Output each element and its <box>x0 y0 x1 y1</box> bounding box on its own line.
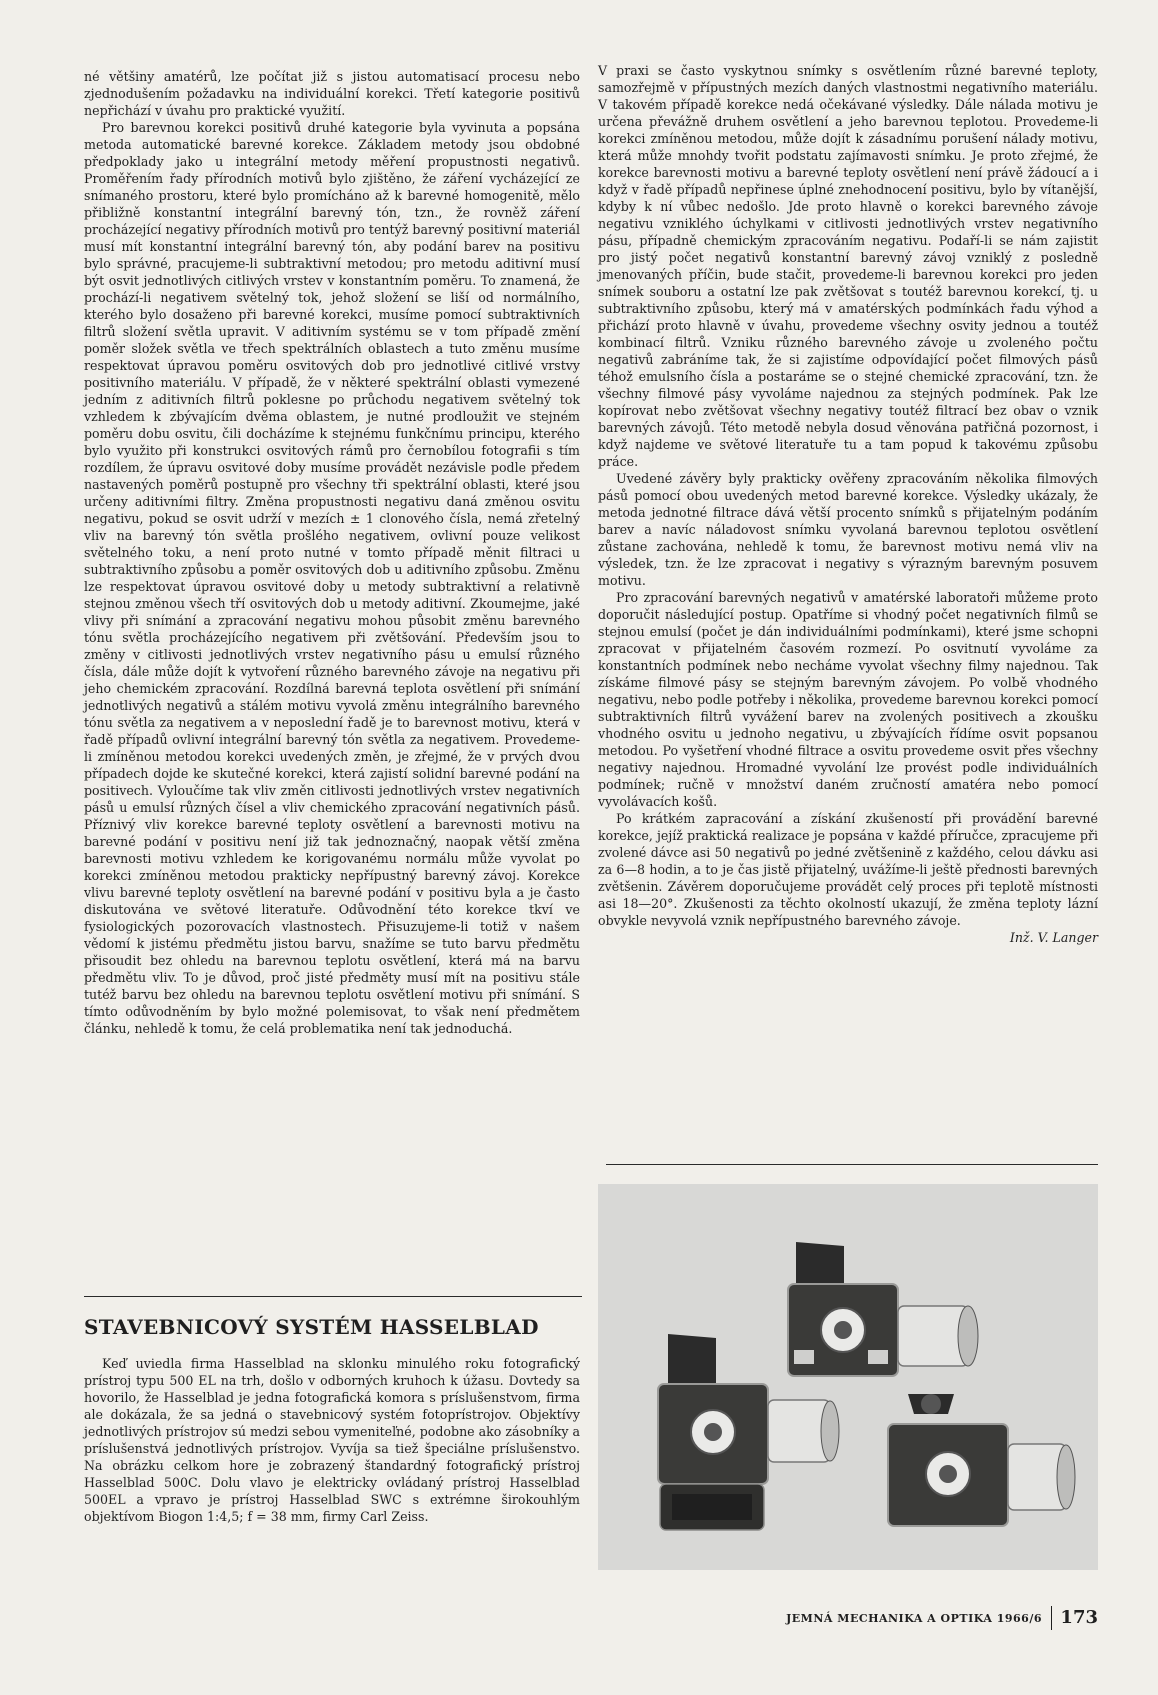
camera-photo-icon <box>598 1184 1098 1570</box>
footer-divider <box>1051 1606 1052 1630</box>
article-paragraph: Po krátkém zapracování a získání zkušeností při provádění barevné korekce, jejíž praktická realizace je popsána v každé příručce, zpracujeme při zvolené dávce asi 50 negativů po jedné zvětšenině z každého, celou dávku asi za 6—8 hodin, a to je čas jistě přijatelný, uvážíme-li ještě přednosti barevných zvětšenin. Závěrem doporučujeme provádět celý proces při teplotě místnosti asi 18—20°. Zkušenosti za těchto okolností ukazují, že změna teploty lázní obvykle nevyvolá vznik nepřípustného barevného závoje. <box>598 811 1098 928</box>
article-left-column <box>84 68 580 1037</box>
article-heading: STAVEBNICOVÝ SYSTÉM HASSELBLAD <box>84 1315 539 1339</box>
camera-photo <box>598 1184 1098 1570</box>
article-paragraph: Pro barevnou korekci positivů druhé kategorie byla vyvinuta a popsána metoda automatické barevné korekce. Základem metody jsou obdobné předpoklady jako u integrální metody měření propustnosti negativů. Proměřením řady přírodních motivů bylo zjištěno, že záření vycházející ze snímaného prostoru, které bylo promícháno až k barevné homogenitě, mělo přibližně konstantní integrální barevný tón, tzn., že rovněž záření procházející negativy přírodních motivů pro tentýž barevný positivní materiál musí mít konstantní integrální barevný tón, aby podání barev na positivu bylo správné, pracujeme-li subtraktivní metodou; pro metodu aditivní musí být osvit jednotlivých citlivých vrstev v konstantním poměru. To znamená, že prochází-li negativem světelný tok, jehož složení se liší od normálního, kterého bylo dosaženo při barevné korekci, musíme pomocí subtraktivních filtrů složení světla upravit. V aditivním systému se v tom případě změní poměr složek světla ve třech spektrálních oblastech a tuto změnu musíme respektovat úpravou poměru osvitových dob pro jednotlivé citlivé vrstvy positivního materiálu. V případě, že v některé spektrální oblasti vymezené jedním z aditivních filtrů poklesne po průchodu negativem světelný tok vzhledem k zbývajícím dvěma oblastem, je nutné prodloužit ve stejném poměru dobu osvitu, čili docházíme k stejnému funkčnímu principu, kterého bylo využito při konstrukci osvitových rámů pro černobílou fotografii s tím rozdílem, že úpravu osvitové doby musíme provádět nezávisle podle předem nastavených poměrů postupně pro všechny tři spektrální oblasti, které jsou určeny aditivními filtry. Změna propustnosti negativu daná změnou osvitu negativu, pokud se osvit udrží v mezích ± 1 clonového čísla, nemá zřetelný vliv na barevný tón světla prošlého negativem, ovlivní pouze velikost světelného toku, a není proto nutné v tomto případě měnit filtraci u subtraktivního způsobu a poměr osvitových dob u aditivního způsobu. Změnu lze respektovat úpravou osvitové doby u metody subtraktivní a relativně stejnou změnou všech tří osvitových dob u metody aditivní. Zkoumejme, jaké vlivy při snímání a zpracování negativu mohou působit změnu barevného tónu světla procházejícího negativem při zvětšování. Především jsou to změny v citlivosti jednotlivých vrstev negativního pásu u emulsí různého čísla, dále může dojít k vytvoření různého barevného závoje na negativu při jeho chemickém zpracování. Rozdílná barevná teplota osvětlení při snímání jednotlivých negativů a stálém motivu vyvolá změnu integrálního barevného tónu světla za negativem a v neposlední řadě je to barevnost motivu, která v řadě případů ovlivní integrální barevný tón světla za negativem. Provedeme-li zmíněnou metodou korekci uvedených změn, je zřejmé, že v prvých dvou případech dojde ke skutečné korekci, která zajistí solidní barevné podání na positivech. Vyloučíme tak vliv změn citlivosti jednotlivých vrstev negativních pásů u emulsí různých čísel a vliv chemického zpracování negativních pásů. Příznivý vliv korekce barevné teploty osvětlení a barevnosti motivu na barevné podání v positivu není již tak jednoznačný, naopak větší změna barevnosti motivu vzhledem ke korigovanému normálu může vyvolat po korekci zmíněnou metodou prakticky nepřípustný barevný závoj. Korekce vlivu barevné teploty osvětlení na barevné podání v positivu byla a je často diskutována ve světové literatuře. Odůvodnění této korekce tkví ve fysiologických pozorovacích vlastnostech. Přisuzujeme-li totiž v našem vědomí k jistému předmětu jistou barvu, snažíme se tuto barvu předmětu přisoudit bez ohledu na barevnou teplotu osvětlení, která má na barvu předmětu vliv. To je důvod, proč jisté předměty musí mít na positivu stále tutéž barvu bez ohledu na barevnou teplotu osvětlení motivu při snímání. S tímto odůvodněním by bylo možné polemisovat, to však není předmětem článku, nehledě k tomu, že celá problematika není tak jednoduchá. <box>84 120 580 1036</box>
article-paragraph: Pro zpracování barevných negativů v amatérské laboratoři můžeme proto doporučit následující postup. Opatříme si vhodný počet negativních filmů se stejnou emulsí (počet je dán individuálními podmínkami), které jsme schopni zpracovat v přijatelném časovém rozmezí. Po osvitnutí vyvoláme za konstantních podmínek nebo necháme vyvolat všechny filmy najednou. Tak získáme filmové pásy se stejným barevným závojem. Po volbě vhodného negativu, nebo podle potřeby i několika, provedeme barevnou korekci pomocí subtraktivních filtrů vyvážení barev na zvolených positivech a zkoušku vhodného osvitu u jednoho negativu, u zbývajících řídíme osvit popsanou metodou. Po vyšetření vhodné filtrace a osvitu provedeme osvit přes všechny negativy najednou. Hromadné vyvolání lze provést podle individuálních podmínek; ručně v množství daném zručností amatéra nebo pomocí vyvolávacích košů. <box>598 590 1098 809</box>
page-footer <box>770 1604 1098 1634</box>
article-paragraph: Uvedené závěry byly prakticky ověřeny zpracováním několika filmových pásů pomocí obou uvedených metod barevné korekce. Výsledky ukázaly, že metoda jednotné filtrace dává větší procento snímků s přijatelným podáním barev a navíc náladovost snímku vyvolaná barevnou teplotou osvětlení zůstane zachována, nehledě k tomu, že barevnost motivu nemá vliv na výsledek, tzn. že lze zpracovat i negativy s výrazným barevným posuvem motivu. <box>598 471 1098 588</box>
article-paragraph: né většiny amatérů, lze počítat již s jistou automatisací procesu nebo zjednodušením požadavku na individuální korekci. Třetí kategorie positivů nepřichází v úvahu pro praktické využití. <box>84 69 580 118</box>
article-right-column <box>598 62 1098 946</box>
author-signature: Inž. V. Langer <box>1009 930 1098 945</box>
article-paragraph: Keď uviedla firma Hasselblad na sklonku minulého roku fotografický prístroj typu 500 EL na trh, došlo v odborných kruhoch k úžasu. Dovtedy sa hovorilo, že Hasselblad je jedna fotografická komora s príslušenstvom, firma ale dokázala, že sa jedná o stavebnicový systém fotoprístrojov. Objektívy jednotlivých prístrojov sú medzi sebou vymeniteľné, podobne ako zásobníky a príslušenstvá jednotlivých prístrojov. Vyvíja sa tiež špeciálne príslušenstvo. Na obrázku celkom hore je zobrazený štandardný fotografický prístroj Hasselblad 500C. Dolu vlavo je elektricky ovládaný prístroj Hasselblad 500EL a vpravo je prístroj Hasselblad SWC s extrémne širokouhlým objektívom Biogon 1:4,5; f = 38 mm, firmy Carl Zeiss. <box>84 1356 581 1524</box>
section-divider <box>606 1164 1098 1165</box>
article-body <box>84 1355 580 1525</box>
article-paragraph: V praxi se často vyskytnou snímky s osvětlením různé barevné teploty, samozřejmě v přípustných mezích daných vlastnostmi negativního materiálu. V takovém případě korekce nedá očekávané výsledky. Dále nálada motivu je určena převážně druhem osvětlení a jeho barevnou teplotou. Provedeme-li korekci zmíněnou metodou, může dojít k zásadnímu porušení nálady motivu, která může mnohdy tvořit podstatu zajímavosti snímku. Je proto zřejmé, že korekce barevnosti motivu a barevné teploty osvětlení není právě žádoucí a i když v řadě případů nepřinese úplné znehodnocení positivu, bylo by vítanější, kdyby k ní vůbec nedošlo. Jde proto hlavně o korekci barevného závoje negativu vzniklého úchylkami v citlivosti jednotlivých vrstev negativního pásu, případně chemickým zpracováním negativu. Podaří-li se nám zajistit pro jistý počet negativů konstantní barevný závoj vzniklý z posledně jmenovaných příčin, bude stačit, provedeme-li barevnou korekci pro jeden snímek souboru a ostatní lze pak zvětšovat s toutéž barevnou korekcí, tj. u subtraktivního způsobu, který má v amatérských podmínkách řadu výhod a přichází proto hlavně v úvahu, provedeme všechny osvity jednou a toutéž kombinací filtrů. Vzniku různého barevného závoje u zvoleného počtu negativů zabráníme tak, že si zajistíme odpovídající počet filmových pásů téhož emulsního čísla a postaráme se o stejné chemické zpracování, tzn. že všechny filmové pásy vyvoláme najednou za stejných podmínek. Pak lze kopírovat nebo zvětšovat všechny negativy toutéž filtrací bez obav o vznik barevných závojů. Této metodě nebyla dosud věnována patřičná pozornost, i když najdeme ve světové literatuře tu a tam popud k takovému způsobu práce. <box>598 63 1098 469</box>
section-divider <box>84 1296 582 1297</box>
journal-title: JEMNÁ MECHANIKA A OPTIKA 1966/6 <box>786 1612 1042 1625</box>
page-number: 173 <box>1060 1607 1098 1628</box>
